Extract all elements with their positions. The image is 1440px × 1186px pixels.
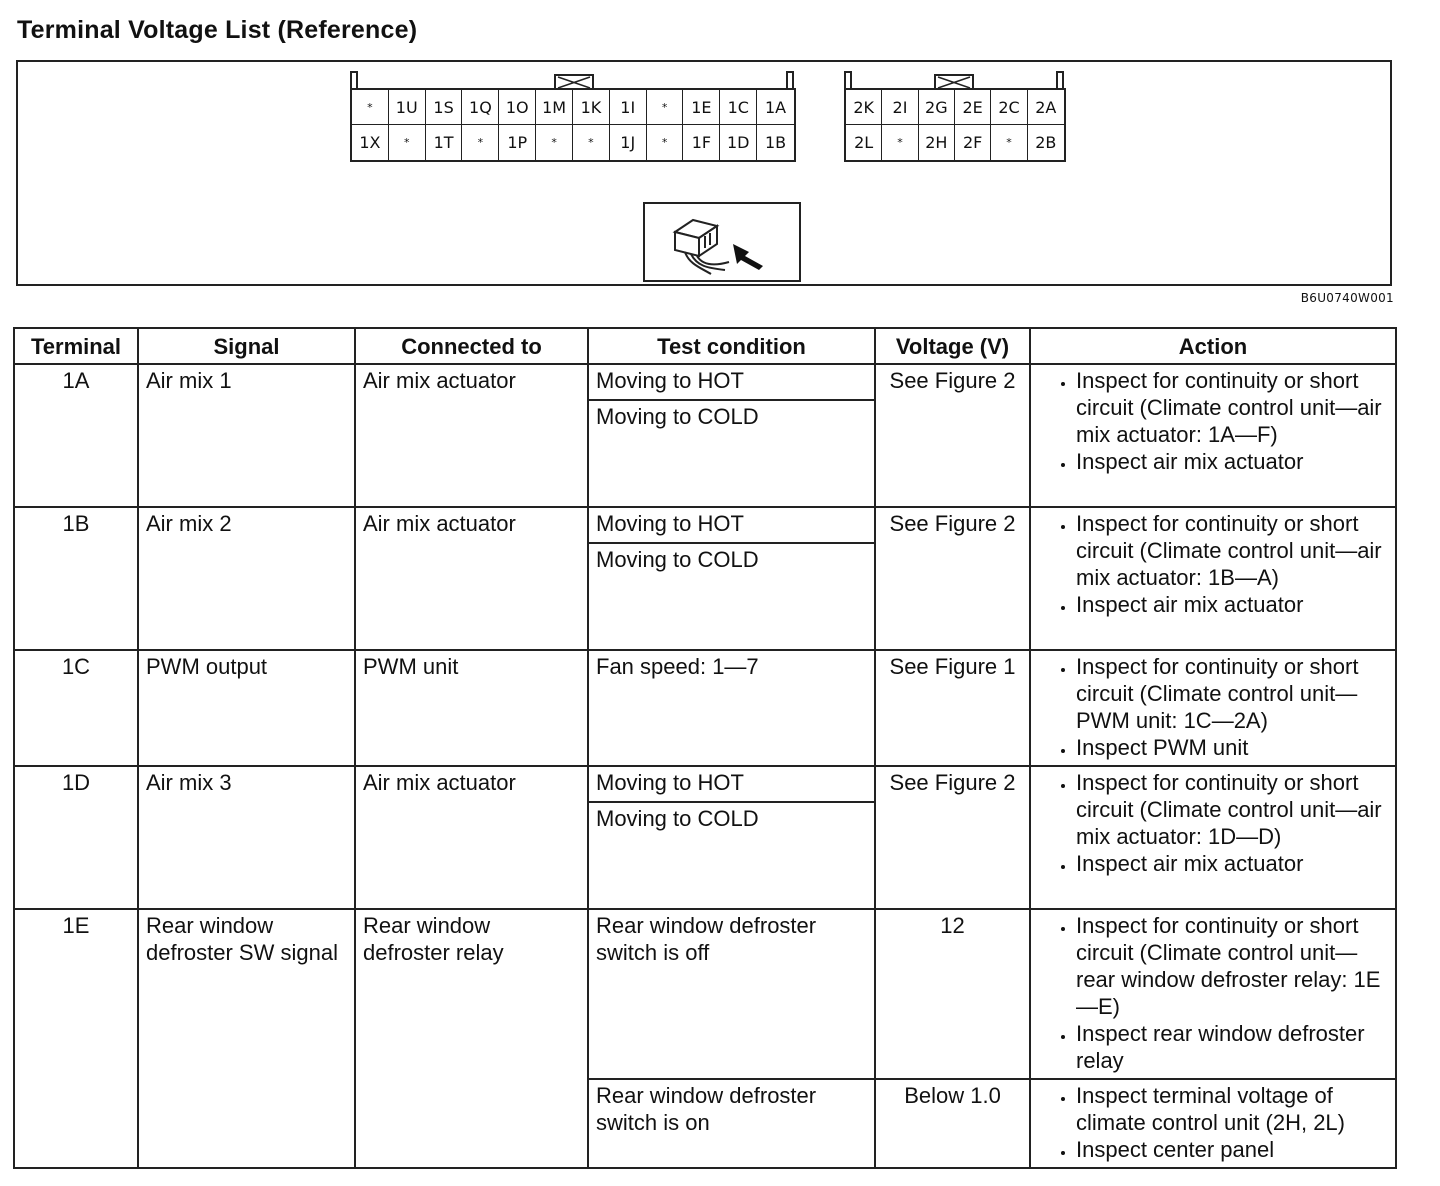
connector-harness-side-icon <box>643 202 801 282</box>
action-item: • Inspect air mix actuator <box>1076 448 1388 475</box>
connector-2-pin: 2G <box>919 90 955 125</box>
action-item: • Inspect for continuity or short circuit (Climate control unit—air mix actuator: 1D—D) <box>1076 769 1388 850</box>
connector-2-pin: 2L <box>846 125 882 160</box>
connector-1-pin: 1P <box>499 125 536 160</box>
header-voltage: Voltage (V) <box>875 328 1030 364</box>
connector-1-pin-unused: * <box>536 125 573 160</box>
terminal-cell: 1C <box>14 650 138 766</box>
connector-1-pin: 1S <box>426 90 463 125</box>
table-row <box>14 909 1396 1079</box>
table-row <box>14 766 1396 802</box>
test-condition-cell: Moving to COLD <box>588 400 875 507</box>
header-terminal: Terminal <box>14 328 138 364</box>
connector-2-left-tab <box>844 71 852 88</box>
action-list <box>1038 769 1388 877</box>
signal-cell: Air mix 3 <box>138 766 355 909</box>
connector-2-pin: 2C <box>991 90 1027 125</box>
action-item: • Inspect PWM unit <box>1076 734 1388 761</box>
connector-2-pin: 2H <box>919 125 955 160</box>
action-list <box>1038 653 1388 761</box>
terminal-cell: 1A <box>14 364 138 507</box>
action-cell <box>1030 766 1396 909</box>
connector-1-pin: 1J <box>610 125 647 160</box>
connector-1-pin-unused: * <box>647 90 684 125</box>
action-list <box>1038 367 1388 475</box>
page-title: Terminal Voltage List (Reference) <box>17 16 418 44</box>
test-condition-cell: Rear window defroster switch is off <box>588 909 875 1079</box>
test-condition-cell: Moving to HOT <box>588 507 875 543</box>
terminal-cell: 1E <box>14 909 138 1168</box>
connector-2-pin: 2K <box>846 90 882 125</box>
test-condition-cell: Moving to COLD <box>588 802 875 909</box>
connector-1-pin: 1X <box>352 125 389 160</box>
voltage-cell: See Figure 1 <box>875 650 1030 766</box>
connector-2-pin: 2F <box>955 125 991 160</box>
connector-2-latch <box>934 74 974 88</box>
connector-1-pin: 1U <box>389 90 426 125</box>
connected-to-cell: Air mix actuator <box>355 766 588 909</box>
signal-cell: Rear window defroster SW signal <box>138 909 355 1168</box>
action-cell <box>1030 507 1396 650</box>
action-cell <box>1030 364 1396 507</box>
signal-cell: Air mix 1 <box>138 364 355 507</box>
connector-1-pin: 1D <box>720 125 757 160</box>
terminal-voltage-table <box>13 327 1397 1169</box>
connector-figure <box>16 60 1392 286</box>
connector-1-pin: 1I <box>610 90 647 125</box>
action-item: • Inspect for continuity or short circuit (Climate control unit—air mix actuator: 1B—A) <box>1076 510 1388 591</box>
connector-1-pin: 1F <box>683 125 720 160</box>
action-list <box>1038 912 1388 1074</box>
signal-cell: Air mix 2 <box>138 507 355 650</box>
connector-1-pin-unused: * <box>352 90 389 125</box>
connector-1-pin: 1E <box>683 90 720 125</box>
connector-2-pin-unused: * <box>991 125 1027 160</box>
connector-1-pin: 1A <box>757 90 794 125</box>
test-condition-cell: Rear window defroster switch is on <box>588 1079 875 1168</box>
action-cell <box>1030 1079 1396 1168</box>
connector-1-pin-unused: * <box>573 125 610 160</box>
test-condition-cell: Moving to COLD <box>588 543 875 650</box>
connector-2-pin: 2B <box>1035 133 1057 152</box>
table-row <box>14 364 1396 400</box>
voltage-cell: Below 1.0 <box>875 1079 1030 1168</box>
connector-1-right-tab <box>786 71 794 88</box>
connector-2-pin: 2E <box>955 90 991 125</box>
action-cell <box>1030 909 1396 1079</box>
header-signal: Signal <box>138 328 355 364</box>
connector-1-pin: 1B <box>764 133 787 152</box>
connected-to-cell: Air mix actuator <box>355 364 588 507</box>
signal-cell: PWM output <box>138 650 355 766</box>
connector-2-pin: 2A <box>1028 90 1064 125</box>
figure-code: B6U0740W001 <box>1300 291 1394 305</box>
connector-2-pin-grid <box>844 88 1066 162</box>
action-item: • Inspect center panel <box>1076 1136 1388 1163</box>
connected-to-cell: PWM unit <box>355 650 588 766</box>
action-item: • Inspect for continuity or short circuit (Climate control unit—air mix actuator: 1A—F) <box>1076 367 1388 448</box>
table-header-row <box>14 328 1396 364</box>
action-list <box>1038 1082 1388 1163</box>
voltage-cell: See Figure 2 <box>875 364 1030 507</box>
header-action: Action <box>1030 328 1396 364</box>
voltage-cell: 12 <box>875 909 1030 1079</box>
terminal-cell: 1B <box>14 507 138 650</box>
action-cell <box>1030 650 1396 766</box>
action-list <box>1038 510 1388 618</box>
test-condition-cell: Moving to HOT <box>588 766 875 802</box>
table-row <box>14 507 1396 543</box>
action-item: • Inspect terminal voltage of climate control unit (2H, 2L) <box>1076 1082 1388 1136</box>
connector-1-pin: 1K <box>573 90 610 125</box>
action-item: • Inspect for continuity or short circuit (Climate control unit—rear window defroster relay: 1E—E) <box>1076 912 1388 1020</box>
action-item: • Inspect air mix actuator <box>1076 850 1388 877</box>
header-connected-to: Connected to <box>355 328 588 364</box>
connector-1-pin: 1C <box>720 90 757 125</box>
connector-1-pin-unused: * <box>389 125 426 160</box>
table-row <box>14 650 1396 766</box>
connected-to-cell: Air mix actuator <box>355 507 588 650</box>
connector-2-pin-unused: * <box>882 125 918 160</box>
connector-1-pin: 1T <box>426 125 463 160</box>
connector-1-pin: 1Q <box>462 90 499 125</box>
header-test-condition: Test condition <box>588 328 875 364</box>
connector-1-latch <box>554 74 594 88</box>
test-condition-cell: Fan speed: 1—7 <box>588 650 875 766</box>
connector-1-pin: 1M <box>536 90 573 125</box>
voltage-cell: See Figure 2 <box>875 507 1030 650</box>
connector-1-pin-unused: * <box>462 125 499 160</box>
connector-1-left-tab <box>350 71 358 88</box>
connector-1-pin-unused: * <box>647 125 684 160</box>
action-item: • Inspect rear window defroster relay <box>1076 1020 1388 1074</box>
connected-to-cell: Rear window defroster relay <box>355 909 588 1168</box>
terminal-cell: 1D <box>14 766 138 909</box>
voltage-cell: See Figure 2 <box>875 766 1030 909</box>
action-item: • Inspect for continuity or short circuit (Climate control unit—PWM unit: 1C—2A) <box>1076 653 1388 734</box>
connector-2-pin: 2I <box>882 90 918 125</box>
connector-1-pin-grid <box>350 88 796 162</box>
connector-2-right-tab <box>1056 71 1064 88</box>
test-condition-cell: Moving to HOT <box>588 364 875 400</box>
action-item: • Inspect air mix actuator <box>1076 591 1388 618</box>
connector-1-pin: 1O <box>499 90 536 125</box>
